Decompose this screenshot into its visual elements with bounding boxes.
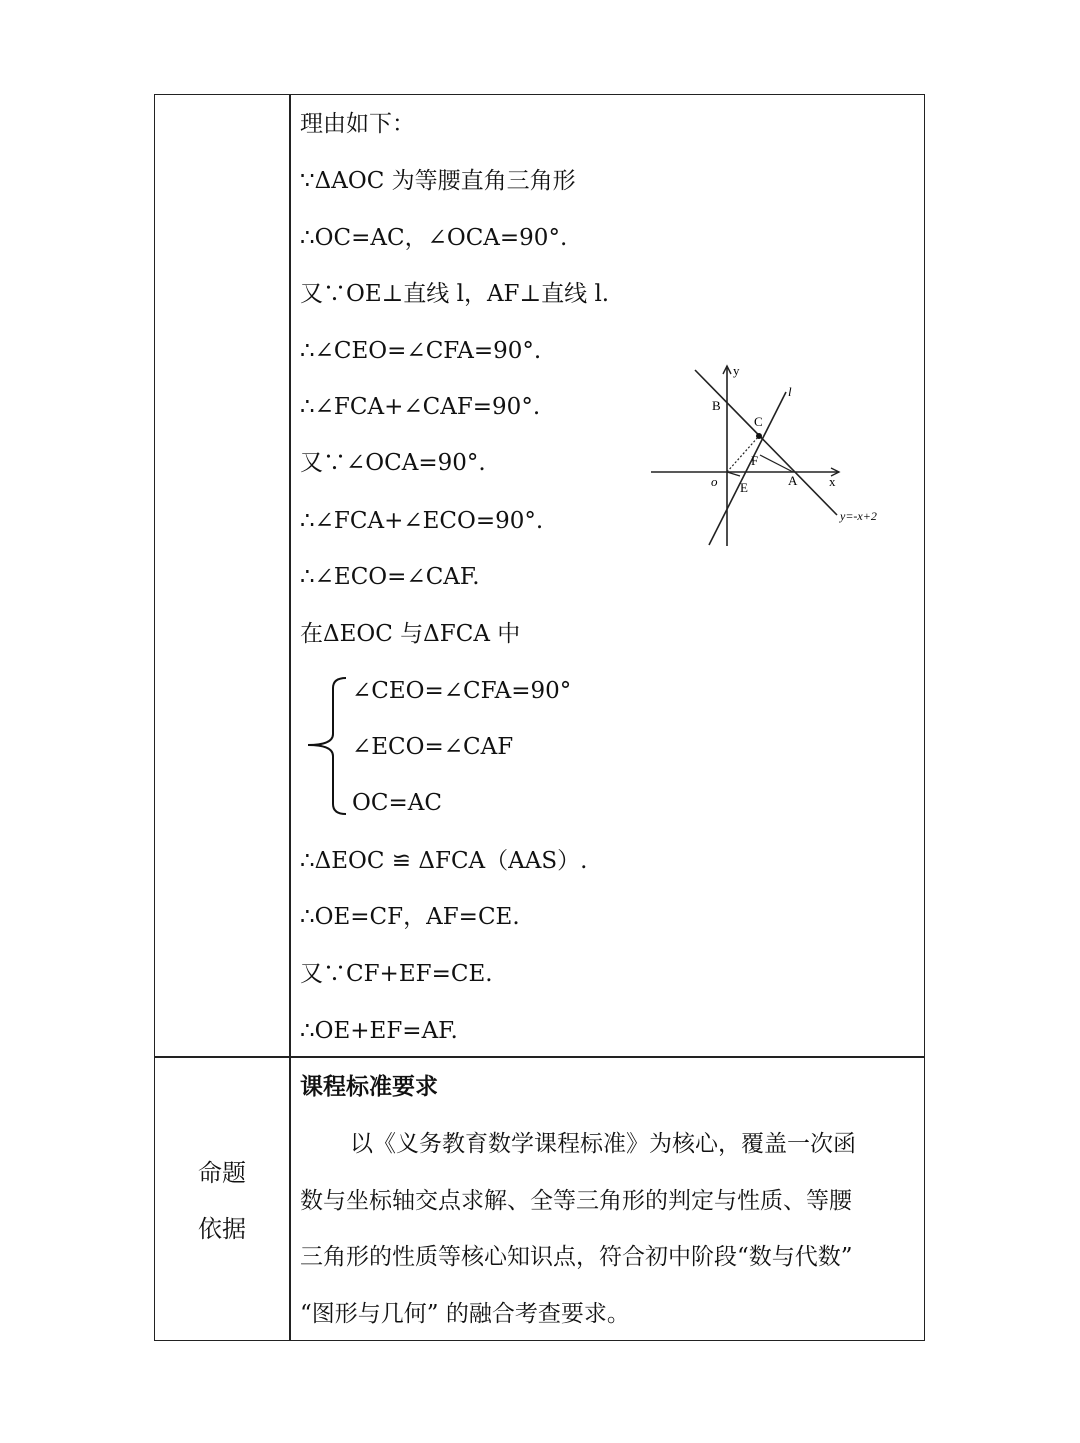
proof-line: ∴∠FCA+∠ECO=90°. <box>300 508 544 534</box>
point-c <box>756 433 762 439</box>
row-divider <box>154 1056 925 1058</box>
label-e: E <box>740 480 748 495</box>
proof-line: ∴OE+EF=AF. <box>300 1018 458 1044</box>
paragraph-line: 数与坐标轴交点求解、全等三角形的判定与性质、等腰 <box>300 1188 852 1214</box>
label-f: F <box>751 453 759 468</box>
label-a: A <box>788 473 798 488</box>
paragraph-line: “图形与几何” 的融合考查要求。 <box>300 1301 630 1327</box>
system-line: ∠CEO=∠CFA=90° <box>352 678 572 704</box>
paragraph-line: 三角形的性质等核心知识点，符合初中阶段“数与代数” <box>300 1244 853 1270</box>
row-label: 命题 <box>198 1159 246 1187</box>
label-x: x <box>829 474 836 489</box>
label-y: y <box>733 363 740 378</box>
proof-line: ∴OC=AC，∠OCA=90°. <box>300 225 568 251</box>
proof-line: 在ΔEOC 与ΔFCA 中 <box>300 621 521 647</box>
system-line: ∠ECO=∠CAF <box>352 734 514 760</box>
line-l <box>709 392 786 545</box>
label-b: B <box>712 398 721 413</box>
geometry-figure <box>645 360 895 555</box>
proof-line: 理由如下： <box>300 111 415 137</box>
proof-line: ∴∠CEO=∠CFA=90°. <box>300 338 542 364</box>
proof-line: ∴OE=CF，AF=CE. <box>300 904 520 930</box>
proof-line: ∴ΔEOC ≌ ΔFCA（AAS）. <box>300 848 588 874</box>
label-l: l <box>788 384 792 399</box>
system-line: OC=AC <box>352 790 442 816</box>
proof-line: 又∵OE⊥直线 l，AF⊥直线 l. <box>300 281 610 307</box>
proof-line: ∵ΔAOC 为等腰直角三角形 <box>300 168 576 194</box>
label-o: o <box>711 474 718 489</box>
row-label: 依据 <box>198 1215 246 1243</box>
paragraph-line: 以《义务教育数学课程标准》为核心，覆盖一次函 <box>350 1131 856 1157</box>
segment-af <box>760 455 793 472</box>
left-brace <box>300 672 360 822</box>
line-y-neg-x-plus-2 <box>695 370 837 515</box>
section-heading: 课程标准要求 <box>300 1074 438 1100</box>
column-divider <box>289 94 291 1341</box>
proof-line: 又∵∠OCA=90°. <box>300 450 486 476</box>
proof-line: ∴∠FCA+∠CAF=90°. <box>300 394 541 420</box>
proof-line: 又∵CF+EF=CE. <box>300 961 493 987</box>
label-equation: y=-x+2 <box>840 509 877 523</box>
label-c: C <box>754 414 763 429</box>
proof-line: ∴∠ECO=∠CAF. <box>300 564 480 590</box>
